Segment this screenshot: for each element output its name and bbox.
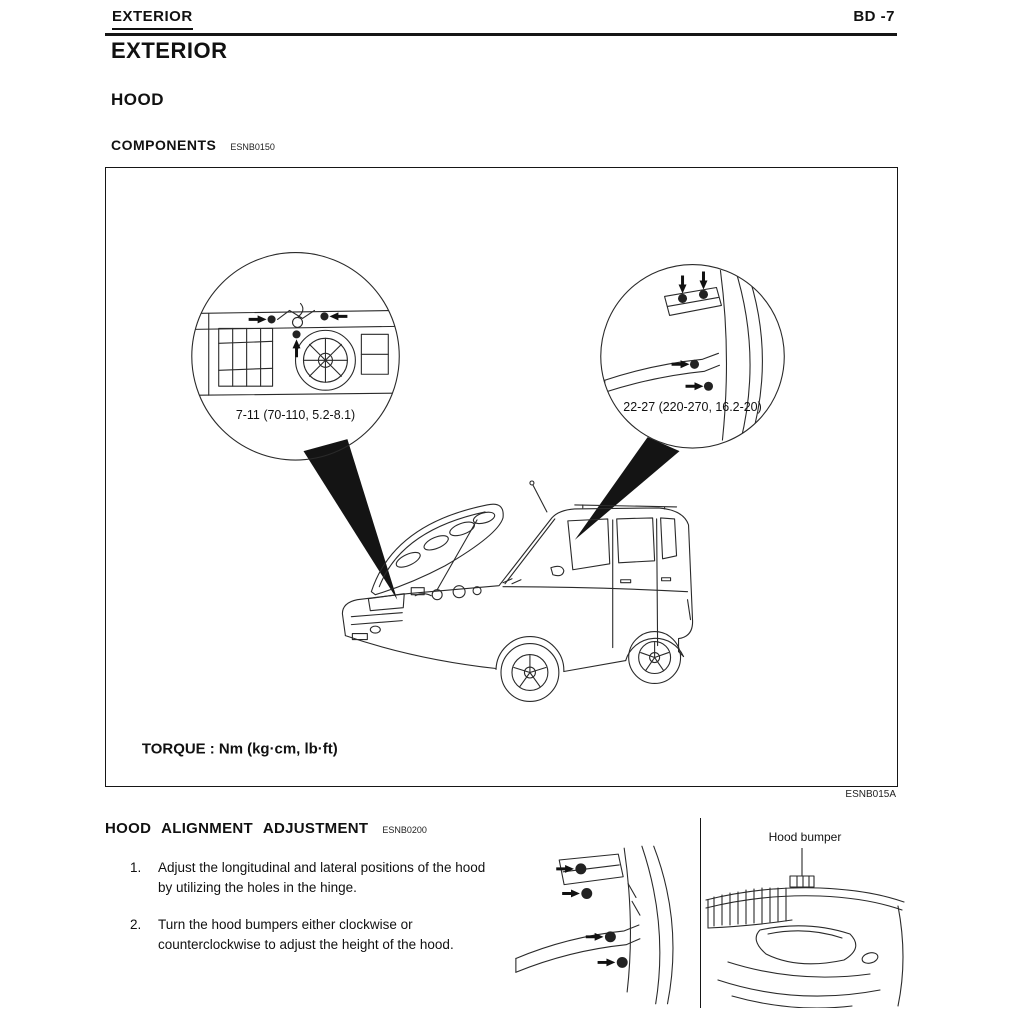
hood-heading: HOOD <box>111 90 164 109</box>
list-item <box>130 915 486 954</box>
step-number: 1. <box>130 860 142 875</box>
hood-hinge-detail-drawing <box>605 267 763 443</box>
figure-code: ESNB015A <box>845 789 896 800</box>
car-drawing <box>342 481 692 701</box>
hinge-torque-arrows <box>672 272 708 391</box>
components-heading-row <box>111 137 275 155</box>
torque-note: TORQUE : Nm (kg·cm, lb·ft) <box>141 740 338 758</box>
adjustment-steps <box>130 858 486 972</box>
step-text: Adjust the longitudinal and lateral positions of the hood by utilizing the holes in the hinge. <box>158 860 486 895</box>
page-number: BD -7 <box>853 8 895 25</box>
alignment-heading: HOOD ALIGNMENT ADJUSTMENT <box>105 820 369 837</box>
alignment-heading-row <box>105 820 427 838</box>
header-rule <box>105 33 897 36</box>
running-header: EXTERIOR <box>112 8 193 30</box>
components-heading: COMPONENTS <box>111 137 217 153</box>
list-item <box>130 858 486 897</box>
components-diagram <box>106 168 897 786</box>
step-text: Turn the hood bumpers either clockwise or counterclockwise to adjust the height of the hood. <box>158 917 454 952</box>
components-figure <box>105 167 898 787</box>
figure-divider <box>700 818 701 1008</box>
hood-bumper-label: Hood bumper <box>768 830 842 844</box>
hinge-adjustment-figure <box>508 842 700 1008</box>
latch-torque-label: 7-11 (70-110, 5.2-8.1) <box>235 408 356 423</box>
hinge-torque-label: 22-27 (220-270, 16.2-20) <box>623 400 762 415</box>
section-title: EXTERIOR <box>111 38 228 63</box>
alignment-code: ESNB0200 <box>382 825 427 835</box>
step-number: 2. <box>130 917 142 933</box>
hood-bumper-figure <box>702 848 908 1008</box>
components-code: ESNB0150 <box>230 142 275 152</box>
